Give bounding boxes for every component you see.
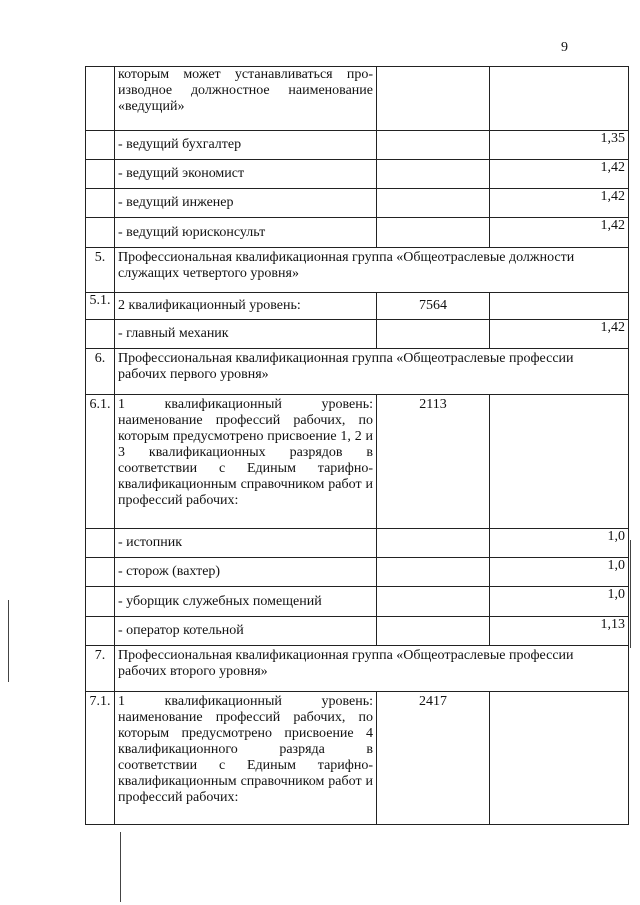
group-header-row — [86, 349, 629, 395]
row-number: 6. — [86, 349, 115, 395]
row-number — [86, 529, 115, 558]
scan-edge-mark-left — [8, 600, 9, 682]
row-description: - ведущий инженер — [115, 189, 377, 218]
row-code — [377, 617, 490, 646]
row-code — [377, 558, 490, 587]
table-row — [86, 320, 629, 349]
row-code — [377, 189, 490, 218]
table-row — [86, 692, 629, 825]
row-coefficient — [490, 692, 629, 825]
table-row — [86, 160, 629, 189]
page-number: 9 — [561, 40, 568, 55]
row-code: 2417 — [377, 692, 490, 825]
scan-edge-mark-bottom — [120, 832, 121, 902]
table-row — [86, 529, 629, 558]
row-coefficient: 1,0 — [490, 529, 629, 558]
row-number — [86, 131, 115, 160]
row-description: 1 квалификационный уровень: наименование профессий рабочих, по которым предусмотрено присвоение 4 квалификационного разряда в соответствии с Единым тарифно-квалификационным справочником работ и профессий рабочих: — [115, 692, 377, 825]
table-row — [86, 218, 629, 248]
group-title: Профессиональная квалификационная группа «Общеотраслевые профессии рабочих первого уровня» — [115, 349, 629, 395]
row-coefficient — [490, 293, 629, 320]
table-row — [86, 293, 629, 320]
row-coefficient: 1,42 — [490, 189, 629, 218]
row-description: - истопник — [115, 529, 377, 558]
scan-edge-mark-right — [630, 540, 631, 648]
group-title: Профессиональная квалификационная группа «Общеотраслевые профессии рабочих второго уровня» — [115, 646, 629, 692]
row-description: - ведущий юрисконсульт — [115, 218, 377, 248]
row-description: - сторож (вахтер) — [115, 558, 377, 587]
row-description: которым может устанавливаться про-изводное должностное наименование «ведущий» — [115, 67, 377, 131]
row-code — [377, 587, 490, 617]
row-number — [86, 67, 115, 131]
row-number: 5.1. — [86, 293, 115, 320]
group-title: Профессиональная квалификационная группа «Общеотраслевые должности служащих четвертого уровня» — [115, 248, 629, 293]
row-code: 2113 — [377, 395, 490, 529]
row-coefficient: 1,0 — [490, 558, 629, 587]
table-row — [86, 67, 629, 131]
row-coefficient: 1,42 — [490, 160, 629, 189]
table-row — [86, 131, 629, 160]
row-description: - главный механик — [115, 320, 377, 349]
row-number — [86, 320, 115, 349]
row-number: 7. — [86, 646, 115, 692]
row-number — [86, 189, 115, 218]
row-description: - уборщик служебных помещений — [115, 587, 377, 617]
table-row — [86, 395, 629, 529]
row-code — [377, 218, 490, 248]
row-description: 2 квалификационный уровень: — [115, 293, 377, 320]
table-row — [86, 617, 629, 646]
row-coefficient: 1,42 — [490, 320, 629, 349]
row-coefficient: 1,13 — [490, 617, 629, 646]
row-description: 1 квалификационный уровень: наименование профессий рабочих, по которым предусмотрено присвоение 1, 2 и 3 квалификационных разрядов в соответствии с Единым тарифно-квалификационным справочником работ и профессий рабочих: — [115, 395, 377, 529]
row-number: 7.1. — [86, 692, 115, 825]
row-number — [86, 617, 115, 646]
row-code — [377, 529, 490, 558]
table-row — [86, 587, 629, 617]
row-description: - ведущий бухгалтер — [115, 131, 377, 160]
table-row — [86, 189, 629, 218]
row-number: 5. — [86, 248, 115, 293]
row-number: 6.1. — [86, 395, 115, 529]
group-header-row — [86, 248, 629, 293]
row-coefficient — [490, 67, 629, 131]
row-coefficient: 1,35 — [490, 131, 629, 160]
row-coefficient — [490, 395, 629, 529]
row-description: - ведущий экономист — [115, 160, 377, 189]
row-code: 7564 — [377, 293, 490, 320]
table-row — [86, 558, 629, 587]
row-number — [86, 587, 115, 617]
qualification-table — [85, 66, 629, 825]
row-number — [86, 218, 115, 248]
row-code — [377, 320, 490, 349]
row-coefficient: 1,42 — [490, 218, 629, 248]
row-code — [377, 67, 490, 131]
row-number — [86, 558, 115, 587]
row-code — [377, 131, 490, 160]
row-code — [377, 160, 490, 189]
group-header-row — [86, 646, 629, 692]
row-coefficient: 1,0 — [490, 587, 629, 617]
row-description: - оператор котельной — [115, 617, 377, 646]
row-number — [86, 160, 115, 189]
